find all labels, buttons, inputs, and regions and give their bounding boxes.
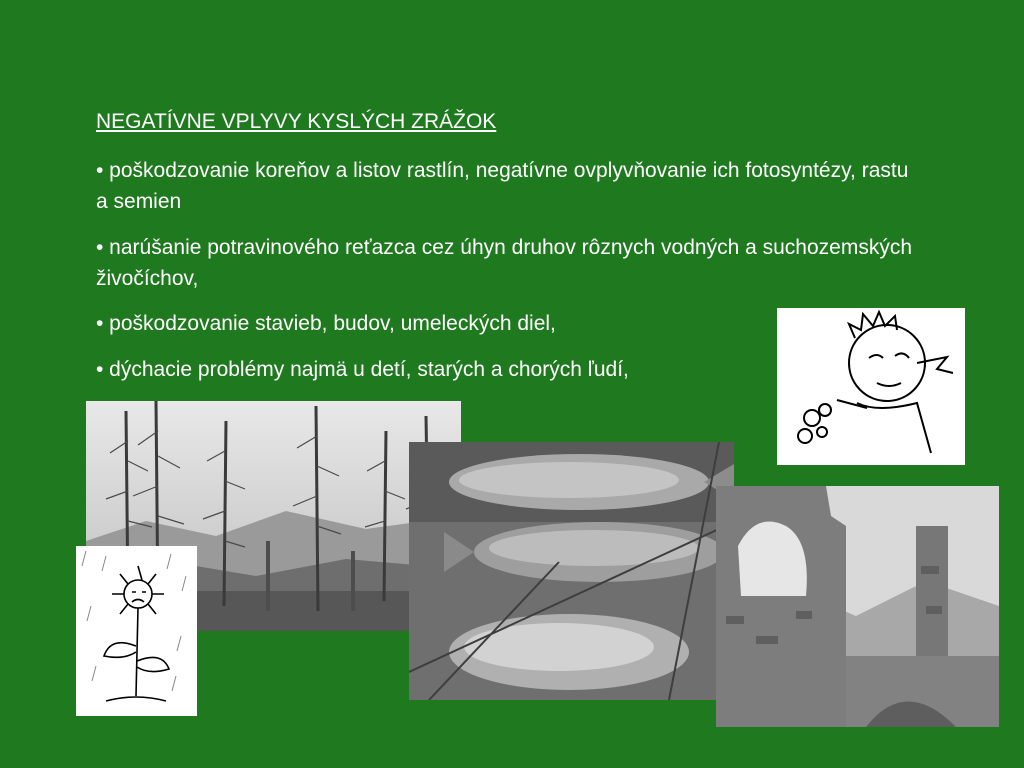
bullet-plant-damage: • poškodzovanie koreňov a listov rastlín, negatívne ovplyvňovanie ich fotosyntézy, rastu a semien bbox=[96, 159, 909, 213]
bullet-breathing-problems: • dýchacie problémy najmä u detí, starých a chorých ľudí, bbox=[96, 358, 629, 381]
sneezing-child-drawing bbox=[777, 308, 965, 465]
bullet-building-damage: • poškodzovanie stavieb, budov, umeleckých diel, bbox=[96, 312, 556, 335]
slide-title: NEGATÍVNE VPLYVY KYSLÝCH ZRÁŽOK bbox=[96, 110, 497, 133]
bullet-food-chain: • narúšanie potravinového reťazca cez úhyn druhov rôznych vodných a suchozemských živočíchov, bbox=[96, 236, 913, 290]
dead-fish-photo bbox=[409, 442, 734, 700]
ruined-castle-photo bbox=[716, 486, 999, 727]
sad-flower-drawing bbox=[76, 546, 197, 716]
